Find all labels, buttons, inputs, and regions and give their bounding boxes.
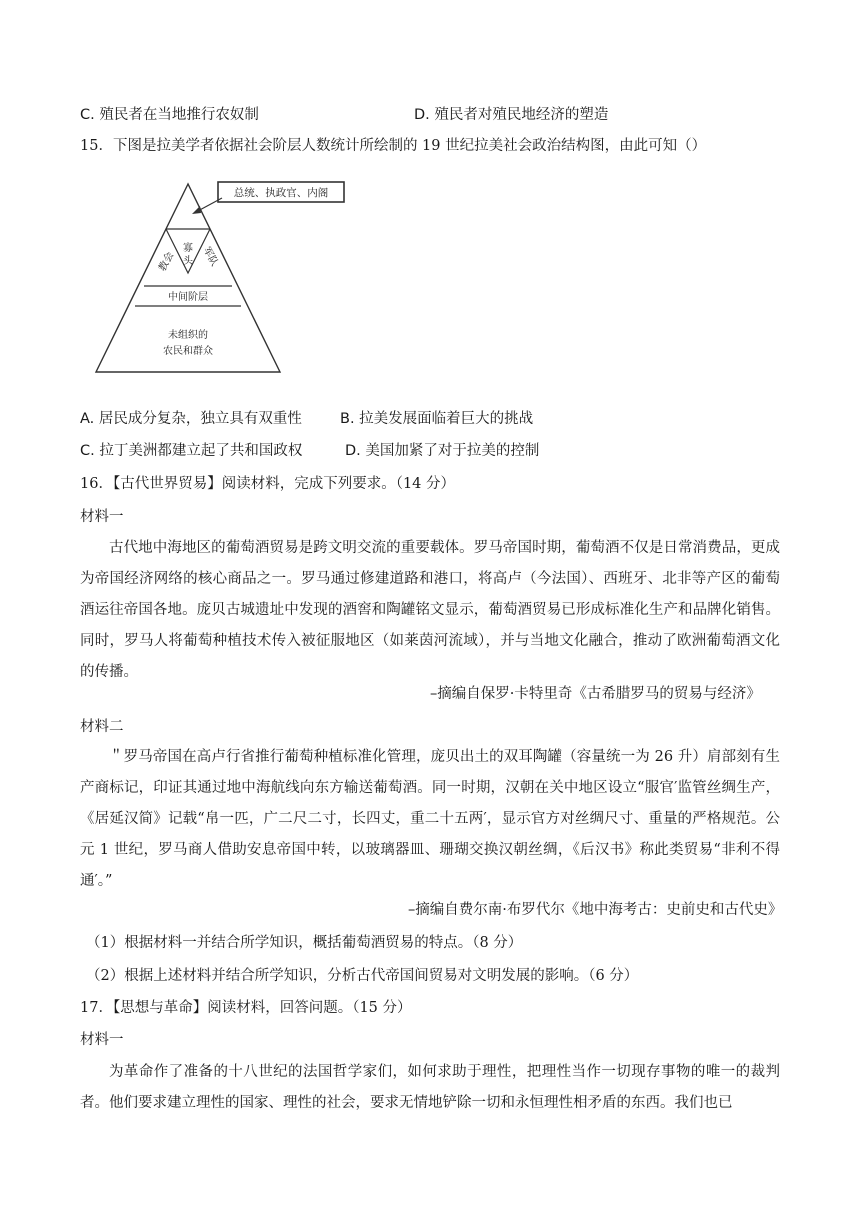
q15-option-c: C. 拉丁美洲都建立起了共和国政权 [80,443,303,459]
q14-option-d: D. 殖民者对殖民地经济的塑造 [414,107,609,123]
q16-material1-source: –摘编自保罗·卡特里奇《古希腊罗马的贸易与经济》 [430,686,761,702]
q15-option-d: D. 美国加紧了对于拉美的控制 [345,443,540,459]
q16-material2-text: ＂罗马帝国在高卢行省推行葡萄种植标准化管理，庞贝出土的双耳陶罐（容量统一为 26 升）肩部刻有生产商标记，印证其通过地中海航线向东方输送葡萄酒。同一时期，汉朝在关中地区设立“服官′监管丝绸生产，《居延汉简》记载“帛一匹，广二尺二寸，长四丈，重二十五两′，显示官方对丝绸尺寸、重量的严格规范。公元 1 世纪，罗马商人借助安息帝国中转，以玻璃器皿、珊瑚交换汉朝丝绸，《后汉书》称此类贸易“非利不得通′。” [80,749,780,889]
right-tier-label: 军队 [200,245,220,269]
left-tier-label: 教会 [157,250,177,274]
pyramid-outline [96,184,280,372]
middle-class-label: 中间阶层 [168,292,208,303]
q15-option-a: A. 居民成分复杂，独立具有双重性 [80,411,302,427]
center-tier-label-2: 头 [183,256,193,267]
q17-stem: 17．【思想与革命】阅读材料，回答问题。（15 分） [80,1000,412,1016]
q15-option-b: B. 拉美发展面临着巨大的挑战 [340,411,534,427]
bottom-label-line1: 未组织的 [168,330,208,341]
arrow-head-icon [192,206,201,214]
q15-stem: 15．下图是拉美学者依据社会阶层人数统计所绘制的 19 世纪拉美社会政治结构图，由此可知（） [80,138,707,154]
q16-material1-text: 古代地中海地区的葡萄酒贸易是跨文明交流的重要载体。罗马帝国时期，葡萄酒不仅是日常消费品，更成为帝国经济网络的核心商品之一。罗马通过修建道路和港口，将高卢（今法国）、西班牙、北非等产区的葡萄酒运往帝国各地。庞贝古城遗址中发现的酒窖和陶罐铭文显示，葡萄酒贸易已形成标准化生产和品牌化销售。同时，罗马人将葡萄种植技术传入被征服地区（如莱茵河流域），并与当地文化融合，推动了欧洲葡萄酒文化的传播。 [80,540,780,680]
q14-option-c: C. 殖民者在当地推行农奴制 [80,107,259,123]
q17-material1-text: 为革命作了准备的十八世纪的法国哲学家们，如何求助于理性，把理性当作一切现存事物的唯一的裁判者。他们要求建立理性的国家、理性的社会，要求无情地铲除一切和永恒理性相矛盾的东西。我们也已 [80,1064,780,1111]
q16-subquestion-2: （2）根据上述材料并结合所学知识，分析古代帝国间贸易对文明发展的影响。（6 分） [86,968,639,984]
social-structure-pyramid-diagram [88,176,358,376]
center-tier-label-1: 寡 [183,243,193,254]
q16-material1-title: 材料一 [80,509,124,525]
top-label: 总统、执政官、内阁 [233,187,329,199]
q16-stem: 16．【古代世界贸易】阅读材料，完成下列要求。（14 分） [80,476,456,492]
q16-material2-source: –摘编自费尔南·布罗代尔《地中海考古：史前史和古代史》 [408,902,783,918]
bottom-label-line2: 农民和群众 [163,346,213,357]
q17-material1-title: 材料一 [80,1032,124,1048]
q16-subquestion-1: （1）根据材料一并结合所学知识，概括葡萄酒贸易的特点。（8 分） [86,935,523,951]
q16-material2-title: 材料二 [80,719,124,735]
